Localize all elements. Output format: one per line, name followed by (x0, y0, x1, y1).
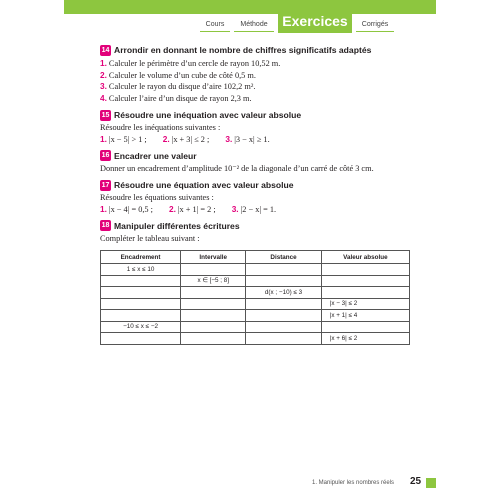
table-cell[interactable] (101, 310, 181, 322)
list-item: 2. |x + 3| ≤ 2 ; (162, 133, 210, 144)
exercise-title: Encadrer une valeur (114, 150, 197, 161)
column-header: Encadrement (101, 251, 181, 264)
exercise-17 (100, 179, 420, 215)
table-header-row (101, 251, 410, 264)
table-cell[interactable]: |x − 3| ≤ 2 (321, 298, 409, 310)
exercise-title: Arrondir en donnant le nombre de chiffres significatifs adaptés (114, 45, 372, 55)
exercise-number-badge: 18 (101, 222, 110, 229)
table-row (101, 333, 410, 345)
table-cell[interactable] (246, 264, 321, 276)
table-cell[interactable] (246, 310, 321, 322)
column-header: Distance (246, 251, 321, 264)
list-item: 3. |2 − x| = 1. (231, 203, 277, 214)
exercise-intro: Résoudre les inéquations suivantes : (100, 123, 221, 132)
table-cell[interactable]: −10 ≤ x ≤ −2 (101, 321, 181, 333)
tab-corriges[interactable]: Corrigés (356, 18, 394, 32)
exercise-15 (100, 109, 420, 145)
exercise-intro: Résoudre les équations suivantes : (100, 193, 214, 202)
exercise-number-badge: 17 (101, 181, 110, 189)
table-row (101, 264, 410, 276)
table-cell[interactable] (246, 321, 321, 333)
tab-cours[interactable]: Cours (200, 18, 230, 32)
page-number: 25 (410, 476, 422, 487)
table-cell[interactable]: x ∈ [−5 ; 8] (181, 275, 246, 287)
table-row (101, 287, 410, 299)
list-item: 1. |x − 4| = 0,5 ; (100, 203, 153, 214)
table-cell[interactable] (321, 264, 409, 276)
exercise-number-badge: 15 (101, 111, 110, 119)
table-cell[interactable] (181, 310, 246, 322)
exercise-intro: Compléter le tableau suivant : (100, 233, 200, 243)
list-item: 4. Calculer l’aire d’un disque de rayon 2,3 m. (100, 92, 252, 103)
table-cell[interactable] (101, 275, 181, 287)
tab-exercices[interactable]: Exercices (278, 9, 352, 33)
table-cell[interactable] (181, 321, 246, 333)
header-band (64, 0, 436, 14)
table-cell[interactable]: 1 ≤ x ≤ 10 (101, 264, 181, 276)
list-item: 1. Calculer le périmètre d’un cercle de rayon 10,52 m. (100, 58, 281, 68)
table-cell[interactable] (181, 298, 246, 310)
table-cell[interactable] (246, 275, 321, 287)
table-cell[interactable] (246, 333, 321, 345)
table-row (101, 298, 410, 310)
table-cell[interactable]: |x + 1| ≤ 4 (321, 310, 409, 322)
tab-methode[interactable]: Méthode (234, 18, 274, 32)
conversion-table (100, 250, 410, 345)
table-cell[interactable]: d(x ; −10) ≤ 3 (246, 287, 321, 299)
table-cell[interactable] (246, 298, 321, 310)
table-cell[interactable] (321, 287, 409, 299)
equation-list (100, 134, 420, 145)
table-cell[interactable] (181, 333, 246, 345)
exercise-text: Donner un encadrement d’amplitude 10⁻² de la diagonale d’un carré de côté 3 cm. (100, 163, 374, 173)
exercise-title: Résoudre une équation avec valeur absolue (114, 180, 294, 190)
list-item: 2. Calculer le volume d’un cube de côté 0,5 m. (100, 69, 256, 80)
list-item: 1. |x − 5| > 1 ; (100, 133, 147, 144)
exercise-16 (100, 150, 420, 175)
corner-marker (426, 478, 436, 488)
table-cell[interactable] (181, 287, 246, 299)
exercise-title: Manipuler différentes écritures (114, 220, 240, 231)
chapter-footer: 1. Manipuler les nombres réels (312, 480, 395, 486)
table-row (101, 310, 410, 322)
column-header: Intervalle (181, 251, 246, 264)
table-cell[interactable] (101, 287, 181, 299)
exercise-title: Résoudre une inéquation avec valeur absolue (114, 110, 302, 120)
exercise-number-badge: 14 (101, 46, 110, 54)
table-cell[interactable] (321, 321, 409, 333)
table-cell[interactable]: |x + 6| ≤ 2 (321, 333, 409, 345)
list-item: 3. Calculer le rayon du disque d’aire 102,2 m². (100, 81, 256, 91)
exercise-number-badge: 16 (101, 152, 110, 159)
exercise-page (100, 44, 420, 350)
exercise-14 (100, 44, 420, 104)
table-cell[interactable] (321, 275, 409, 287)
list-item: 3. |3 − x| ≥ 1. (225, 133, 270, 144)
equation-list (100, 204, 420, 215)
column-header: Valeur absolue (321, 251, 409, 264)
exercise-18 (100, 220, 420, 345)
table-row (101, 321, 410, 333)
list-item: 2. |x + 1| = 2 ; (168, 203, 216, 214)
table-cell[interactable] (181, 264, 246, 276)
table-cell[interactable] (101, 333, 181, 345)
table-cell[interactable] (101, 298, 181, 310)
table-row (101, 275, 410, 287)
